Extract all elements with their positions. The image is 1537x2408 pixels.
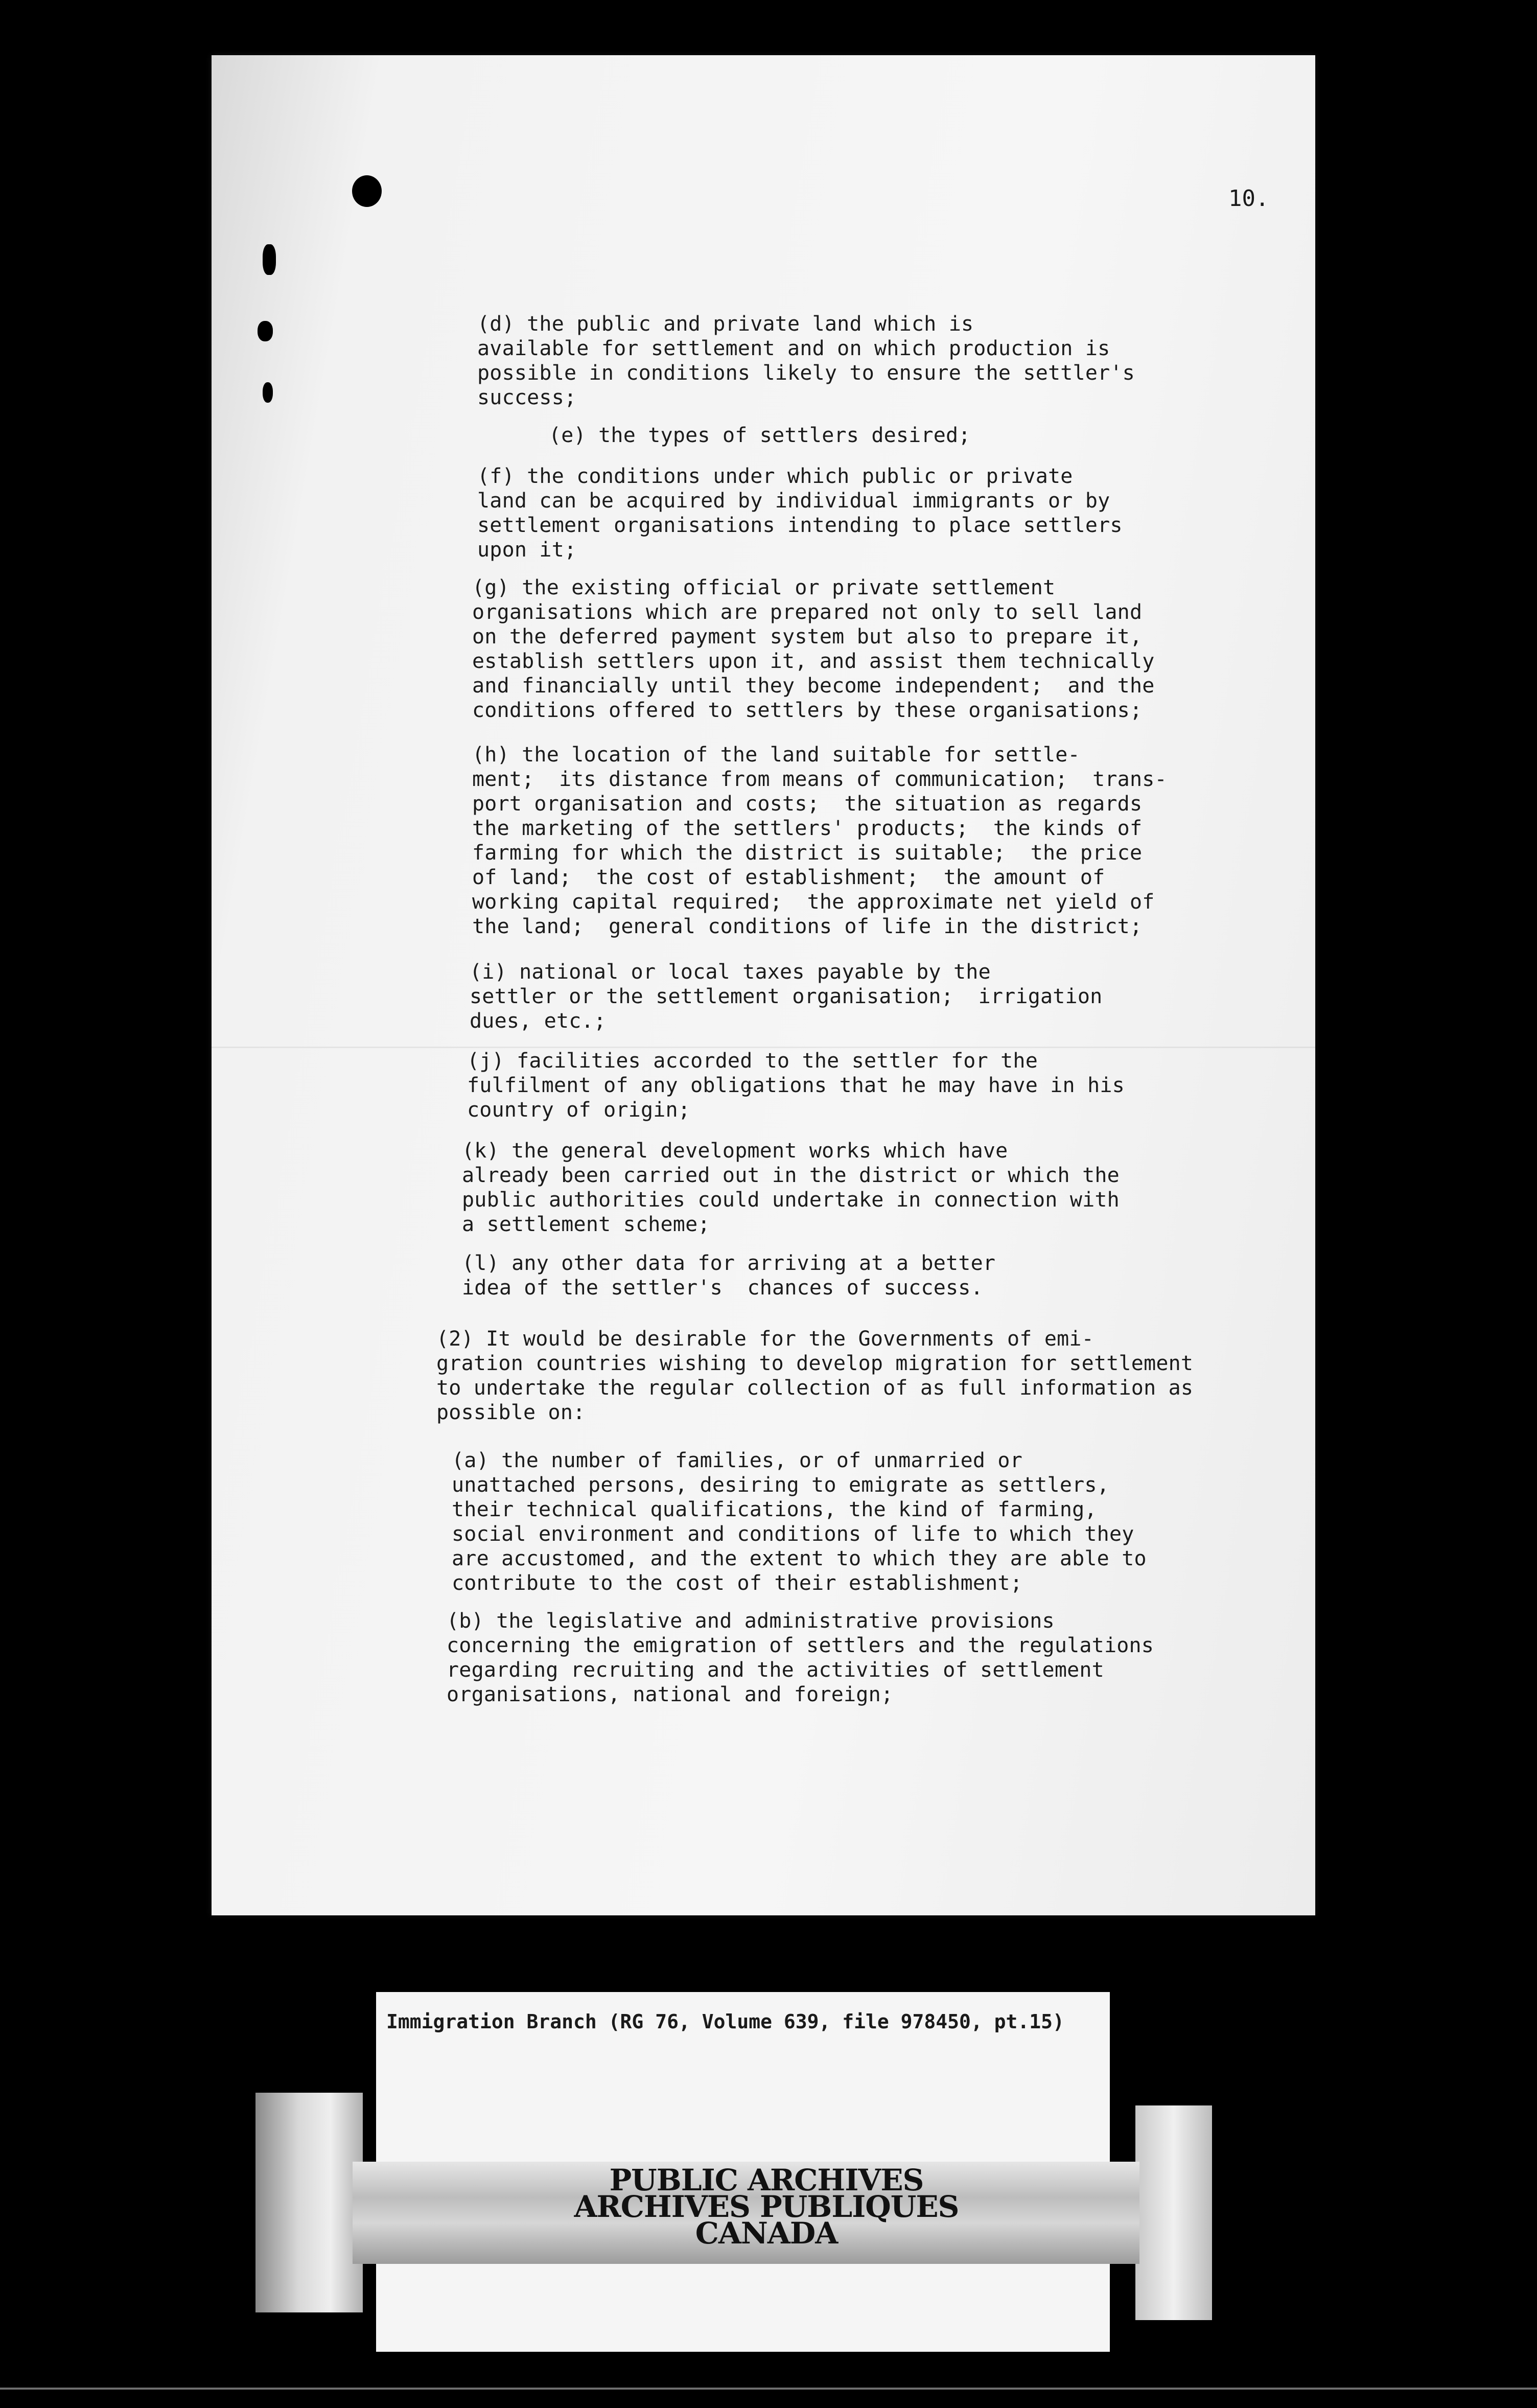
punch-hole (263, 382, 273, 403)
tape-left (255, 2093, 363, 2312)
paragraph-l: (l) any other data for arriving at a better idea of the settler's chances of success. (462, 1252, 996, 1300)
paragraph-b: (b) the legislative and administrative provisions concerning the emigration of settlers and the regulations regarding recruiting and the activities of settlement organisations, national and foreign; (447, 1609, 1154, 1706)
paragraph-e: (e) the types of settlers desired; (549, 424, 971, 447)
stamp-line-3: CANADA (695, 2216, 838, 2251)
page-number: 10. (1228, 186, 1269, 212)
archive-reference: Immigration Branch (RG 76, Volume 639, file 978450, pt.15) (386, 2010, 1064, 2033)
paragraph-j: (j) facilities accorded to the settler for the fulfilment of any obligations that he may have in his country of origin; (467, 1049, 1125, 1122)
punch-hole (258, 321, 273, 341)
paragraph-g: (g) the existing official or private settlement organisations which are prepared not only to sell land on the deferred payment system but also to prepare it, establish settlers upon it, and assist them technically and financially until they become independent; and the conditions offered to settlers by these organisations; (472, 576, 1155, 722)
paragraph-f: (f) the conditions under which public or private land can be acquired by individual immigrants or by settlement organisations intending to place settlers upon it; (477, 465, 1123, 562)
paragraph-2: (2) It would be desirable for the Governments of emi- gration countries wishing to develop migration for settlement to undertake the regular collection of as full information as possible on: (436, 1327, 1194, 1424)
paragraph-k: (k) the general development works which have already been carried out in the district or which the public authorities could undertake in connection with a settlement scheme; (462, 1139, 1120, 1236)
paragraph-h: (h) the location of the land suitable for settle- ment; its distance from means of communication; trans- port organisation and costs; the situation as regards the marketing of the settlers' products; the kinds of farming for which the district is suitable; the price of land; the cost of establishment; the amount of working capital required; the approximate net yield of the land; general conditions of life in the district; (472, 743, 1167, 938)
stamp-line-1: PUBLIC ARCHIVES (609, 2163, 924, 2197)
punch-hole (263, 244, 276, 275)
bottom-rule (0, 2388, 1537, 2390)
tape-right (1135, 2105, 1212, 2320)
paragraph-d: (d) the public and private land which is available for settlement and on which production is possible in conditions likely to ensure the settler's success; (477, 312, 1135, 409)
paragraph-a: (a) the number of families, or of unmarried or unattached persons, desiring to emigrate as settlers, their technical qualifications, the kind of farming, social environment and conditions of life to which they are accustomed, and the extent to which they are able to contribute to the cost of their establishment; (452, 1449, 1147, 1595)
paragraph-i: (i) national or local taxes payable by the settler or the settlement organisation; irrigation dues, etc.; (470, 960, 1103, 1033)
stamp-line-2: ARCHIVES PUBLIQUES (574, 2189, 959, 2224)
punch-hole (352, 175, 382, 207)
document-page (212, 55, 1315, 1915)
archives-stamp (567, 2163, 966, 2251)
